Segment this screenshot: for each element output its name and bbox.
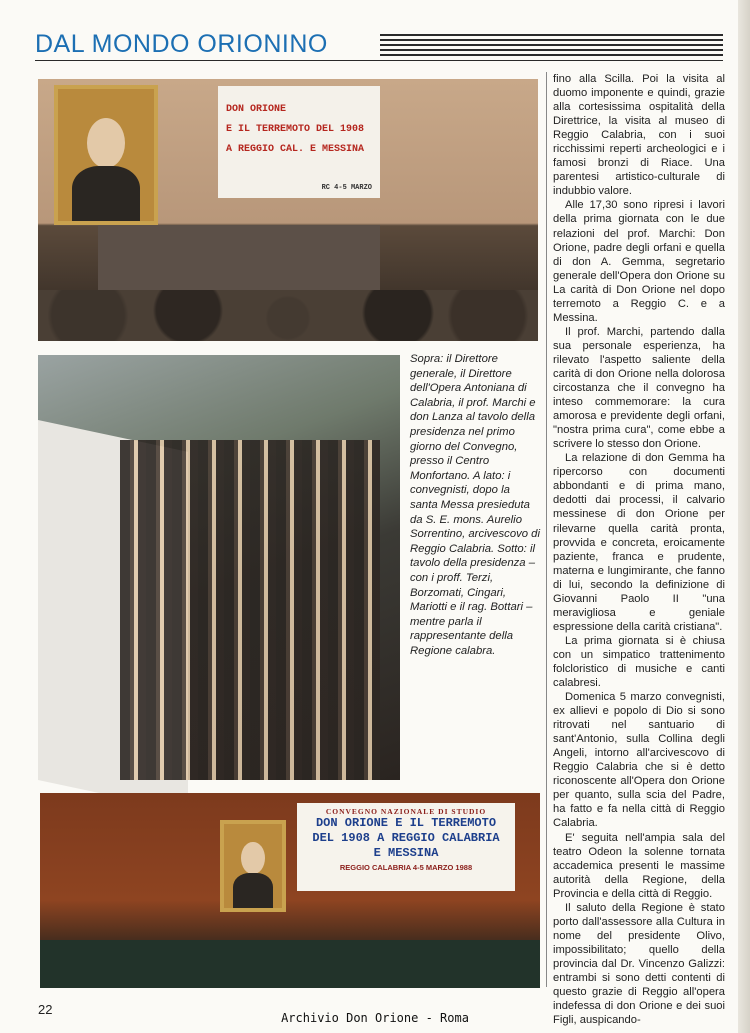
paragraph: Alle 17,30 sono ripresi i lavori della prima giornata con le due relazioni del prof. Marchi: Don Orione, padre degli orfani e quella di don A. Gemma, segretario generale dell'Opera don Orione su La carità di Don Orione nel dopo terremoto a Reggio C. e a Messina.	[553, 199, 725, 324]
banner-line: CONVEGNO NAZIONALE DI STUDIO	[325, 807, 487, 816]
sign-line: DON ORIONE	[226, 104, 287, 115]
banner-line: REGGIO CALABRIA 4-5 MARZO 1988	[339, 863, 473, 872]
portrait-don-orione	[54, 85, 158, 225]
section-title: DAL MONDO ORIONINO	[35, 30, 328, 58]
stage-table	[40, 940, 540, 988]
banner-line: DON ORIONE E IL TERREMOTO	[315, 816, 497, 830]
sign-line: A REGGIO CAL. E MESSINA	[226, 144, 365, 155]
conference-sign	[218, 86, 380, 198]
paragraph: Il prof. Marchi, partendo dalla sua personale esperienza, ha rilevato l'aspetto saliente della carità di don Orione nella dolorosa circostanza che il convegno ha inteso commemorare: la cura amorosa e previdente degli orfani, "nostra prima cura", come ebbe a scrivere lo stesso don Orione.	[553, 325, 725, 451]
group-of-attendees	[120, 440, 380, 780]
page-number: 22	[38, 1002, 53, 1017]
sign-sub: RC 4-5 MARZO	[321, 184, 372, 192]
paragraph: fino alla Scilla. Poi la visita al duomo imponente e quindi, grazie alla cortesissima ospitalità della Direttrice, la visita al museo di Reggio Calabria, con i suoi ricchissimi reperti archeologici e i famosi bronzi di Riace. Una parentesi artistico-culturale di indubbio valore.	[553, 73, 725, 198]
portrait-don-orione-stage	[220, 820, 286, 912]
column-rule	[546, 72, 547, 987]
banner-line: DEL 1908 A REGGIO CALABRIA	[312, 831, 500, 845]
article-text	[553, 72, 725, 1027]
paragraph: E' seguita nell'ampia sala del teatro Odeon la solenne tornata accademica presenti le massime autorità della Regione, della Provincia e della città di Reggio.	[553, 831, 725, 900]
banner-line: E MESSINA	[373, 846, 439, 860]
paragraph: Domenica 5 marzo convegnisti, ex allievi e popolo di Dio si sono ritrovati nel santuario di sant'Antonio, sulla Collina degli Angeli, intorno all'arcivescovo di Reggio Calabria che si è detto riconoscente all'Opera don Orione per quanto, sulla scia del Padre, ha fatto e fa nella città di Reggio Calabria.	[553, 691, 725, 830]
header-divider	[35, 60, 723, 61]
presidency-table	[98, 225, 380, 295]
header-rules	[380, 34, 723, 56]
sign-line: E IL TERREMOTO DEL 1908	[226, 124, 365, 135]
photo-caption: Sopra: il Direttore generale, il Direttore dell'Opera Antoniana di Calabria, il prof. Marchi e don Lanza al tavolo della presidenza nel primo giorno del Convegno, presso il Centro Monfortano. A lato: i convegnisti, dopo la santa Messa presieduta da S. E. mons. Aurelio Sorrentino, arcivescovo di Reggio Calabria. Sotto: il tavolo della presidenza – con i proff. Terzi, Borzomati, Cingari, Mariotti e il rag. Bottari – mentre parla il rappresentante della Regione calabra.	[410, 353, 540, 657]
page-edge	[738, 0, 750, 1033]
archive-footer: Archivio Don Orione - Roma	[281, 1011, 469, 1025]
paragraph: Il saluto della Regione è stato porto dall'assessore alla Cultura in nome del presidente Olivo, impossibilitato; quello della provincia dal Dr. Vincenzo Galizzi: entrambi si sono detti contenti di questo grazie di Reggio all'opera indefessa di don Orione e dei suoi Figli, auspicando-	[553, 901, 725, 1027]
audience	[38, 290, 538, 341]
stage-banner	[297, 803, 515, 891]
paragraph: La relazione di don Gemma ha ripercorso con documenti abbondanti e di prima mano, dedotti dai processi, il calvario messinese di don Orione per rilevarne quella carità pronta, provvida e concreta, eroicamente paziente, franca e prudente, materna e lungimirante, che fanno di lui, secondo la definizione di Giovanni Paolo II "una meravigliosa e geniale espressione della carità cristiana".	[553, 452, 725, 633]
paragraph: La prima giornata si è chiusa con un simpatico trattenimento folcloristico di musiche e canti calabresi.	[553, 634, 725, 690]
